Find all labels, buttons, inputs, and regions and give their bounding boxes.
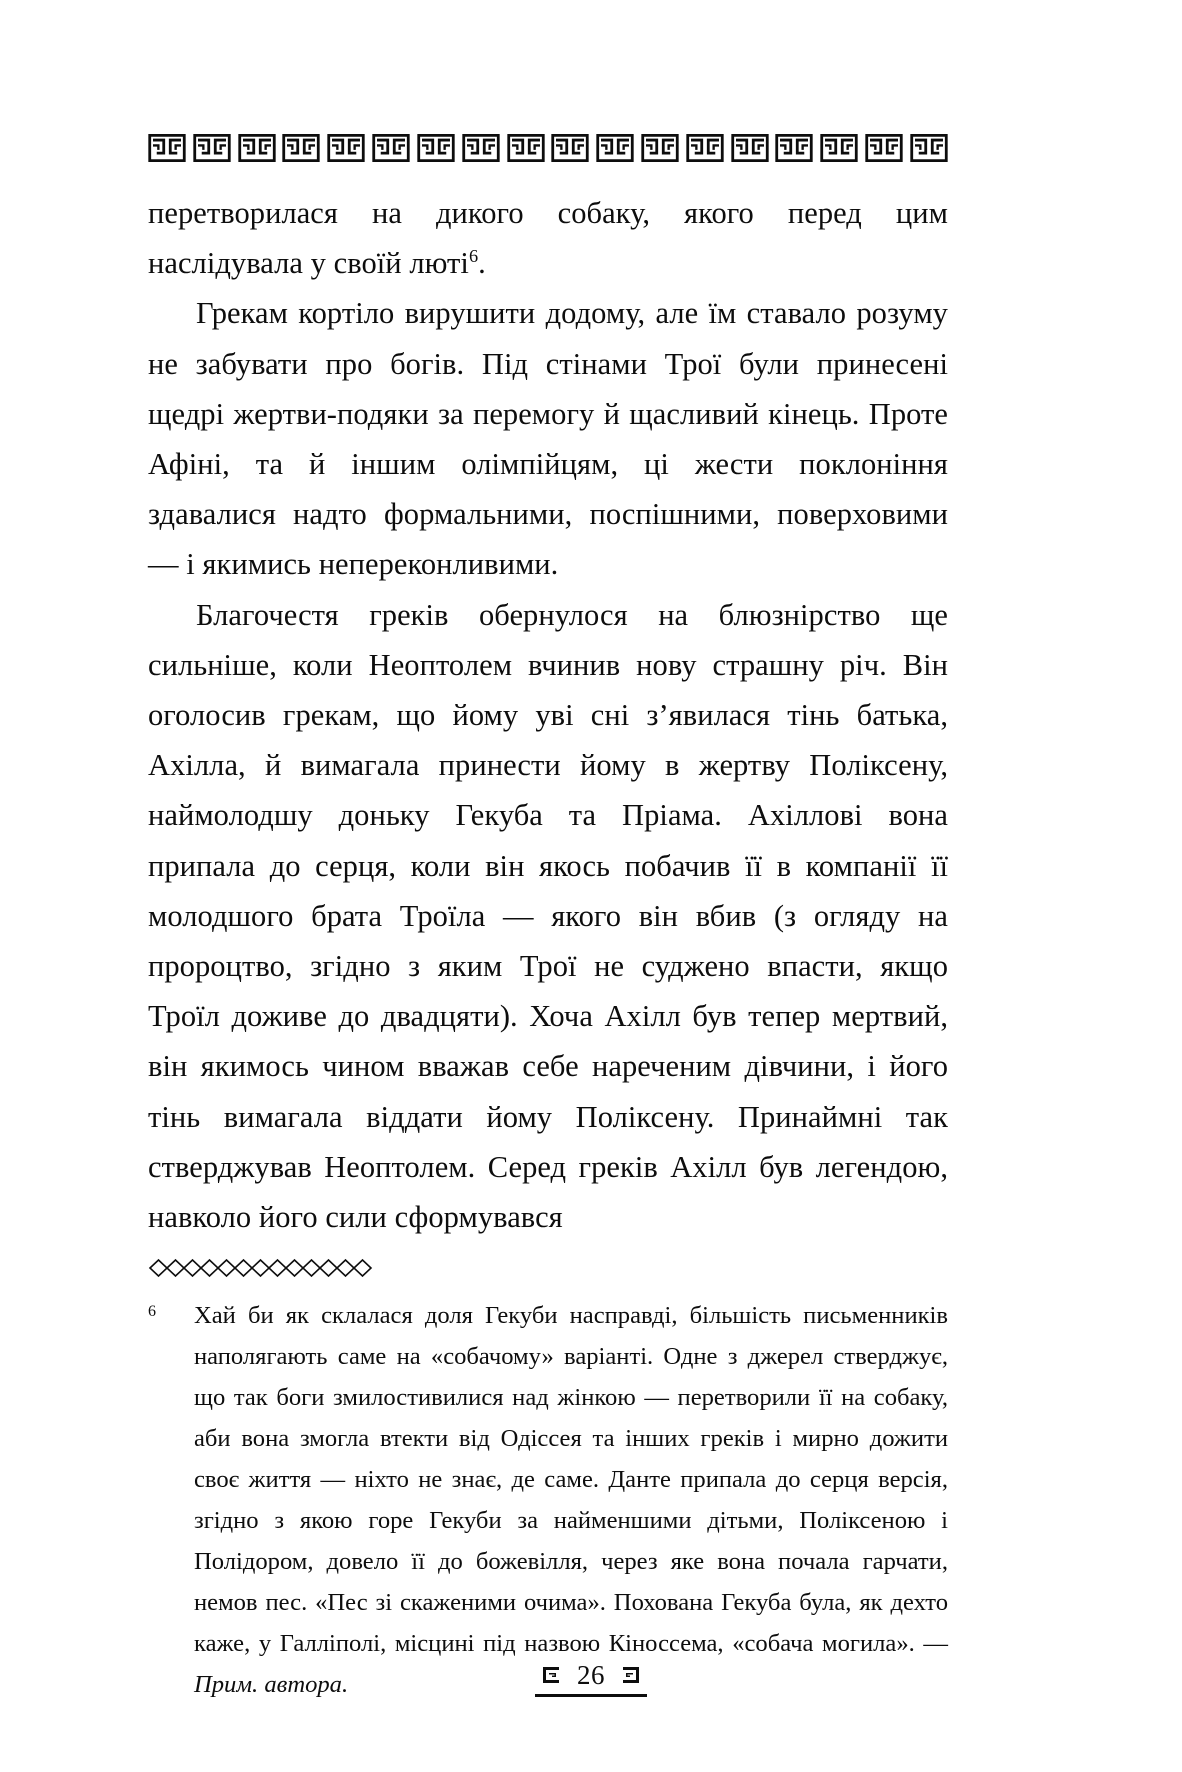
footnote-body <box>194 1295 948 1705</box>
diamond-band-svg <box>148 1258 373 1278</box>
greek-key-meander-icon <box>910 134 948 164</box>
greek-key-bracket-left-icon <box>541 1665 561 1685</box>
greek-key-meander-icon <box>775 134 813 164</box>
greek-key-meander-icon <box>596 134 634 164</box>
greek-key-meander-icon <box>731 134 769 164</box>
greek-key-meander-icon <box>238 134 276 164</box>
greek-key-meander-icon <box>327 134 365 164</box>
page-footer <box>0 1660 1182 1697</box>
paragraph-continued <box>148 188 948 288</box>
page-number: 26 <box>577 1660 605 1690</box>
header-ornament-band <box>148 132 948 166</box>
footnote-reference-marker[interactable]: 6 <box>468 246 479 267</box>
greek-key-meander-icon <box>148 134 186 164</box>
footer-row <box>541 1660 641 1690</box>
greek-key-meander-icon <box>641 134 679 164</box>
greek-key-meander-icon <box>551 134 589 164</box>
paragraph-text: перетворилася на дикого собаку, якого перед цим наслідувала у своїй люті <box>148 196 948 281</box>
footnote-main-text: Хай би як склалася доля Гекуби насправді, більшість письменників наполягають саме на «собачому» варіанті. Одне з джерел стверджує, що так боги змилостивилися над жінкою — перетворили її на собаку, аби вона змогла втекти від Одіссея та інших греків і мирно дожити своє життя — ніхто не знає, де саме. Данте припала до серця версія, згідно з якою горе Гекуби за найменшими дітьми, Поліксеною і Полідором, довело її до божевілля, через яке вона почала гарчати, немов пес. «Пес зі скаженими очима». Похована Гекуба була, як дехто каже, у Галліполі, місцині під назвою Кіноссема, «собача могила». — <box>194 1302 948 1657</box>
greek-key-bracket-right-icon <box>621 1665 641 1685</box>
footnote-separator-ornament <box>148 1258 378 1282</box>
footer-divider-rule <box>535 1694 647 1697</box>
greek-key-meander-icon <box>282 134 320 164</box>
greek-key-meander-icon <box>507 134 545 164</box>
paragraph-tail: . <box>478 246 486 281</box>
body-text-block <box>148 188 948 1242</box>
footnote-block <box>148 1295 948 1705</box>
footnote-text <box>194 1295 948 1705</box>
greek-key-meander-icon <box>417 134 455 164</box>
greek-key-meander-icon <box>686 134 724 164</box>
footnote-attribution: Прим. автора. <box>194 1671 349 1698</box>
paragraph-greeks-homeward: Грекам кортіло вирушити додому, але їм ставало розуму не забувати про богів. Під стінами Трої були принесені щедрі жертви-подяки за перемогу й щасливий кінець. Проте Афіні, та й іншим олімпійцям, ці жести поклоніння здавалися надто формальними, поспішними, поверховими — і якимись непереконливими. <box>148 296 948 582</box>
greek-key-meander-icon <box>372 134 410 164</box>
greek-key-meander-icon <box>820 134 858 164</box>
greek-key-meander-icon <box>193 134 231 164</box>
footnote-number: 6 <box>148 1303 156 1320</box>
greek-key-meander-icon <box>865 134 903 164</box>
paragraph-neoptolemus: Благочестя греків обернулося на блюзнірство ще сильніше, коли Неоптолем вчинив нову страшну річ. Він оголосив грекам, що йому уві сні з’явилася тінь батька, Ахілла, й вимагала принести йому в жертву Поліксену, наймолодшу доньку Гекуба та Пріама. Ахіллові вона припала до серця, коли він якось побачив її в компанії її молодшого брата Троїла — якого він вбив (з огляду на пророцтво, згідно з яким Трої не суджено впасти, якщо Троїл доживе до двадцяти). Хоча Ахілл був тепер мертвий, він якимось чином вважав себе нареченим дівчини, і його тінь вимагала віддати йому Поліксену. Принаймні так стверджував Неоптолем. Серед греків Ахілл був легендою, навколо його сили сформувався <box>148 597 948 1235</box>
greek-key-meander-icon <box>462 134 500 164</box>
